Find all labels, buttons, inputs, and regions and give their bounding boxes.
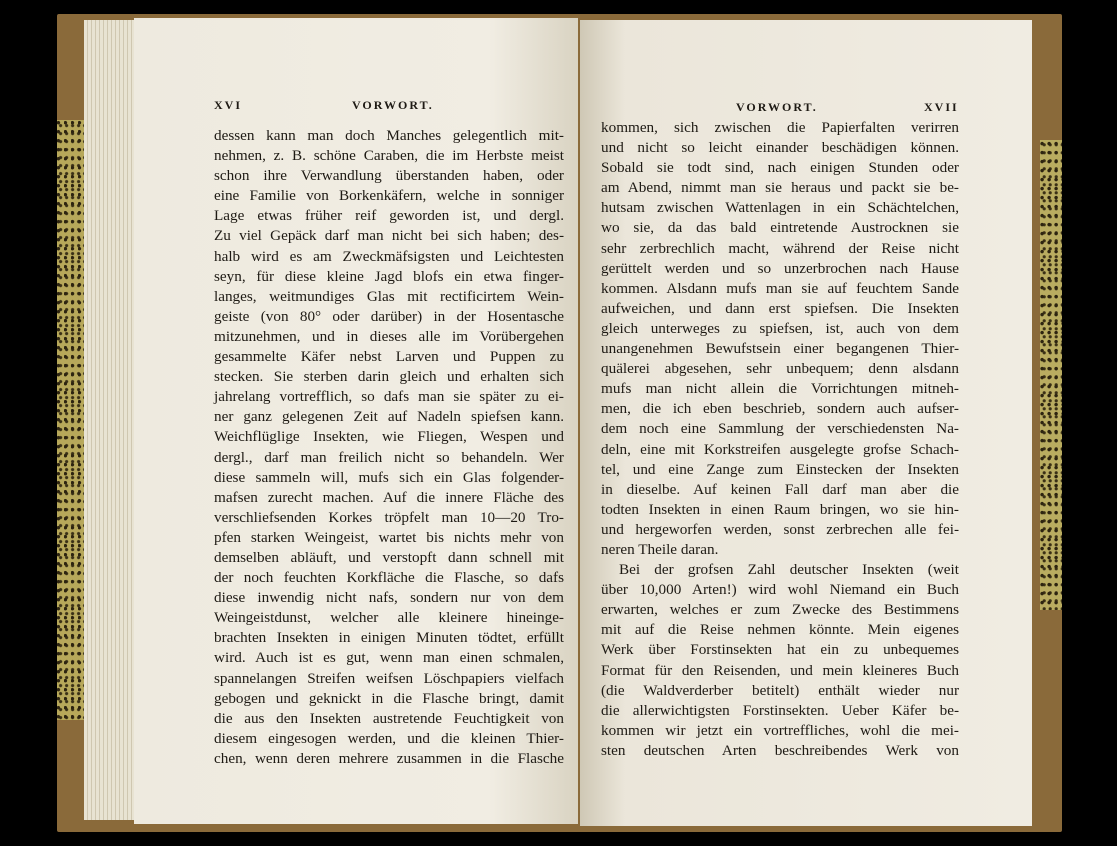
text-line: tel, und eine Zange zum Einstecken der Insekten — [601, 460, 959, 478]
text-line: in dieselbe. Auf keinen Fall darf man aber die — [601, 480, 959, 498]
text-line: mufs man nicht allein die Vorrichtungen mitneh- — [601, 380, 959, 398]
text-line: gebogen und geknickt in die Flasche bringt, damit — [214, 689, 564, 707]
text-line: Lage etwas früher reif geworden ist, und dergl. — [214, 207, 564, 225]
text-line: dessen kann man doch Manches gelegentlich mit- — [214, 127, 564, 144]
text-line: dem noch eine Sammlung der verschiedensten Na- — [601, 420, 959, 438]
text-line: (die Waldverderber betitelt) enthält wieder nur — [601, 681, 959, 699]
text-line: wo sie, da das bald eintretende Austrocknen sie — [601, 219, 959, 237]
right-page — [580, 20, 1032, 826]
text-line: aufweichen, und dann erst spiefsen. Die Insekten — [601, 299, 959, 317]
text-line: halb wird es am Zweckmäfsigsten und Leichtesten — [214, 247, 564, 265]
text-line: eine Familie von Borkenkäfern, welche in sonniger — [214, 187, 564, 205]
text-line: verschliefsenden Korkes tröpfelt man 10—20 Tro- — [214, 508, 564, 526]
text-line: erwarten, welches er zum Zwecke des Bestimmens — [601, 601, 959, 619]
text-line: pfen starken Weingeist, wartet bis nichts mehr von — [214, 528, 564, 546]
text-line: kommen, sich zwischen die Papierfalten verirren — [601, 119, 959, 136]
right-page-text — [601, 118, 959, 761]
text-line: die aus den Insekten austretende Feuchtigkeit von — [214, 709, 564, 727]
text-line: hutsam zwischen Wattenlagen in ein Schächtelchen, — [601, 199, 959, 217]
text-line: men, die ich eben beschrieb, sondern auch aufser- — [601, 400, 959, 418]
text-line: geiste (von 80° oder darüber) in der Hosentasche — [214, 307, 564, 325]
text-line: kommen. Alsdann mufs man sie auf feuchtem Sande — [601, 279, 959, 297]
text-line: seyn, für diese kleine Jagd blofs ein etwa finger- — [214, 267, 564, 285]
text-line: wird. Auch ist es gut, wenn man einen schmalen, — [214, 649, 564, 667]
text-line: Zu viel Gepäck darf man nicht bei sich haben; des- — [214, 227, 564, 245]
text-line: und nicht so leicht einander beschädigen können. — [601, 139, 959, 157]
left-page-text — [214, 126, 564, 769]
text-line: mit auf die Reise nehmen könnte. Mein eigenes — [601, 621, 959, 639]
text-line: nehmen, z. B. schöne Caraben, die im Herbste meist — [214, 147, 564, 165]
left-running-head: VORWORT. — [352, 98, 434, 112]
text-line: diese inwendig nicht nafs, sondern nur von dem — [214, 589, 564, 607]
text-line: schon ihre Verwandlung überstanden haben, oder — [214, 167, 564, 185]
text-line: spannelangen Streifen weifsen Löschpapiers vielfach — [214, 669, 564, 687]
text-line: gleich unterweges zu spiefsen, ist, auch von dem — [601, 319, 959, 337]
text-line: mafsen zurecht machen. Auf die innere Fläche des — [214, 488, 564, 506]
text-line: der noch feuchten Korkfläche die Flasche, so dafs — [214, 569, 564, 587]
text-line: deln, eine mit Korkstreifen ausgelegte grofse Schach- — [601, 440, 959, 458]
text-line: neren Theile daran. — [601, 540, 719, 558]
text-line: brachten Insekten in einigen Minuten tödtet, erfüllt — [214, 629, 564, 647]
text-line: Weingeistdunst, welcher alle kleinere hineinge- — [214, 609, 564, 627]
text-line: Format für den Reisenden, und mein kleineres Buch — [601, 661, 959, 679]
left-page — [134, 18, 578, 824]
text-line: gerüttelt werden und so unzerbrochen nach Hause — [601, 259, 959, 277]
text-line: und hergeworfen werden, sonst zerbrechen alle fei- — [601, 520, 959, 538]
text-line: chen, wenn deren mehrere zusammen in die Flasche — [214, 749, 564, 767]
text-line: dergl., darf man freilich nicht so behandeln. Wer — [214, 448, 564, 466]
right-running-head: VORWORT. — [736, 100, 818, 114]
text-line: langes, weitmundiges Glas mit rectificirtem Wein- — [214, 287, 564, 305]
text-line: stecken. Sie sterben darin gleich und erhalten sich — [214, 368, 564, 386]
right-page-number: XVII — [924, 100, 959, 114]
text-line: Sobald sie todt sind, nach einigen Stunden oder — [601, 159, 959, 177]
text-line: am Abend, nimmt man sie heraus und packt sie be- — [601, 179, 959, 197]
text-line: Bei der grofsen Zahl deutscher Insekten (weit — [619, 561, 959, 579]
text-line: Werk über Forstinsekten hat ein zu unbequemes — [601, 641, 959, 659]
page-edges — [84, 20, 140, 820]
text-line: Weichflüglige Insekten, wie Fliegen, Wespen und — [214, 428, 564, 446]
text-line: diese sammeln will, mufs sich ein Glas folgender- — [214, 468, 564, 486]
text-line: über 10,000 Arten!) wird wohl Niemand ein Buch — [601, 581, 959, 599]
text-line: kommen wir jetzt ein vortreffliches, wohl die mei- — [601, 721, 959, 739]
text-line: sten deutschen Arten beschreibendes Werk von — [601, 741, 959, 759]
text-line: jahrelang vortrefflich, so dafs man sie später zu ei- — [214, 388, 564, 406]
text-line: die allerwichtigsten Forstinsekten. Ueber Käfer be- — [601, 701, 959, 719]
text-line: mitzunehmen, und in dieses alle im Vorübergehen — [214, 327, 564, 345]
text-line: sehr zerbrechlich macht, während der Reise nicht — [601, 239, 959, 257]
text-line: unangenehmen Bewufstsein einer begangenen Thier- — [601, 340, 959, 358]
text-line: todten Insekten in einen Raum bringen, wo sie hin- — [601, 500, 959, 518]
text-line: demselben abläuft, und verstopft dann schnell mit — [214, 548, 564, 566]
text-line: diesem eingesogen werden, und die kleinen Thier- — [214, 729, 564, 747]
text-line: quälerei abgesehen, sehr unbequem; denn alsdann — [601, 360, 959, 378]
marbled-cover-right — [1040, 140, 1062, 610]
left-page-number: XVI — [214, 98, 243, 112]
text-line: ner ganz gelegenen Zeit auf Nadeln spiefsen kann. — [214, 408, 564, 426]
text-line: gesammelte Käfer nebst Larven und Puppen zu — [214, 348, 564, 366]
